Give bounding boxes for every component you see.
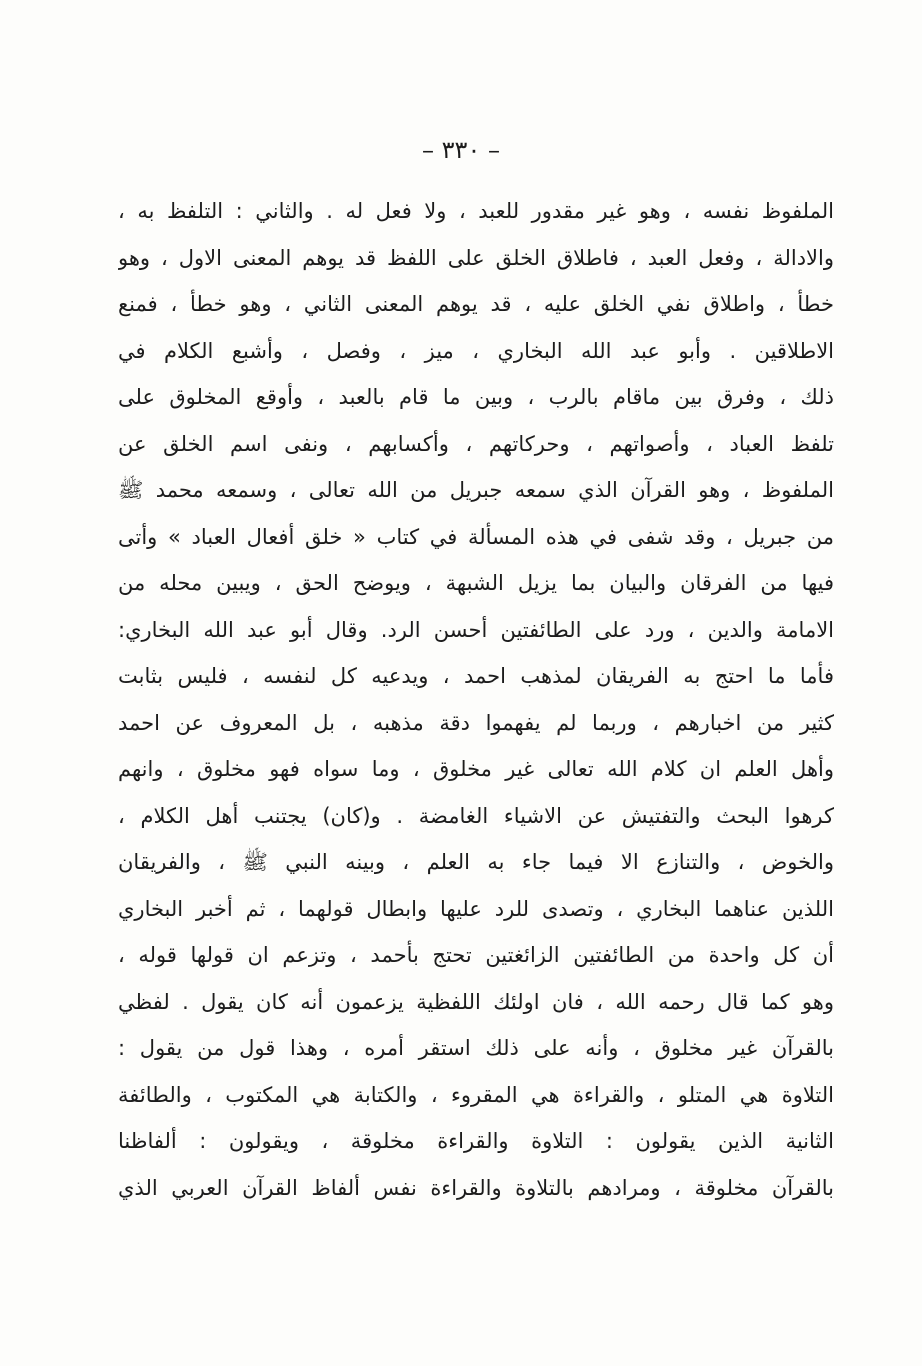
text-line: الاطلاقين . وأبو عبد الله البخاري ، ميز ، وفصل ، وأشبع الكلام في xyxy=(118,338,834,363)
text-line: أن كل واحدة من الطائفتين الزائغتين تحتج بأحمد ، وتزعم ان قولها قوله ، xyxy=(118,943,834,967)
text-line: الملفوظ ، وهو القرآن الذي سمعه جبريل من الله تعالى ، وسمعه محمد ﷺ xyxy=(118,478,834,502)
text-line: ذلك ، وفرق بين ماقام بالرب ، وبين ما قام بالعبد ، وأوقع المخلوق على xyxy=(118,385,834,409)
text-line: التلاوة هي المتلو ، والقراءة هي المقروء ، والكتابة هي المكتوب ، والطائفة xyxy=(118,1082,834,1107)
text-line: فأما ما احتج به الفريقان لمذهب احمد ، ويدعيه كل لنفسه ، فليس بثابت xyxy=(118,664,834,688)
text-line: خطأ ، واطلاق نفي الخلق عليه ، قد يوهم المعنى الثاني ، وهو خطأ ، فمنع xyxy=(118,292,834,316)
text-line: الثانية الذين يقولون : التلاوة والقراءة مخلوقة ، ويقولون : ألفاظنا xyxy=(118,1129,834,1153)
text-line: بالقرآن غير مخلوق ، وأنه على ذلك استقر أمره ، وهذا قول من يقول : xyxy=(118,1036,834,1060)
page-text-body xyxy=(118,188,834,1211)
text-line: كرهوا البحث والتفتيش عن الاشياء الغامضة . و(كان) يجتنب أهل الكلام ، xyxy=(118,803,834,828)
text-line: وأهل العلم ان كلام الله تعالى غير مخلوق ، وما سواه فهو مخلوق ، وانهم xyxy=(118,757,834,781)
text-line: كثير من اخبارهم ، وربما لم يفهموا دقة مذهبه ، بل المعروف عن احمد xyxy=(118,710,834,735)
text-line: بالقرآن مخلوقة ، ومرادهم بالتلاوة والقراءة نفس ألفاظ القرآن العربي الذي xyxy=(118,1175,834,1200)
text-line: اللذين عناهما البخاري ، وتصدى للرد عليها وابطال قولهما ، ثم أخبر البخاري xyxy=(118,896,834,921)
page-number: – ٣٣٠ – xyxy=(422,136,500,164)
text-line: والادالة ، وفعل العبد ، فاطلاق الخلق على اللفظ قد يوهم المعنى الاول ، وهو xyxy=(118,245,834,270)
text-line: من جبريل ، وقد شفى في هذه المسألة في كتاب « خلق أفعال العباد » وأتى xyxy=(118,524,834,549)
text-line: تلفظ العباد ، وأصواتهم ، وحركاتهم ، وأكسابهم ، ونفى اسم الخلق عن xyxy=(118,431,834,456)
text-line: وهو كما قال رحمه الله ، فان اولئك اللفظية يزعمون أنه كان يقول . لفظي xyxy=(118,989,834,1014)
text-line: الامامة والدين ، ورد على الطائفتين أحسن الرد. وقال أبو عبد الله البخاري: xyxy=(118,617,834,642)
text-line: الملفوظ نفسه ، وهو غير مقدور للعبد ، ولا فعل له . والثاني : التلفظ به ، xyxy=(118,199,834,223)
text-line: والخوض ، والتنازع الا فيما جاء به العلم ، وبينه النبي ﷺ ، والفريقان xyxy=(118,850,834,874)
text-line: فيها من الفرقان والبيان بما يزيل الشبهة ، ويوضح الحق ، ويبين محله من xyxy=(118,571,834,595)
